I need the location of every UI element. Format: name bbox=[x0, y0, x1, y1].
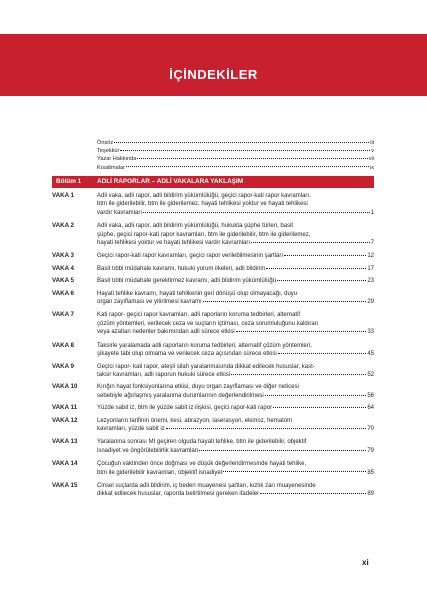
case-description bbox=[97, 342, 374, 359]
case-description bbox=[97, 482, 374, 499]
toc-entry bbox=[97, 155, 374, 163]
case-label: VAKA 1 bbox=[52, 192, 75, 199]
toc-entry-page: iii bbox=[370, 140, 374, 146]
case-description-text: btm ile giderilebilir kavramları, objektif isnadiyet bbox=[97, 469, 223, 476]
case-description bbox=[97, 277, 374, 285]
toc-entry bbox=[97, 147, 374, 155]
case-entry bbox=[52, 192, 374, 217]
case-description-line: Hayati tehlike kavramı, hayati tehlikenin geri dönüşü olup olmayacağı, duyu bbox=[97, 290, 298, 297]
case-description bbox=[97, 417, 374, 434]
case-description-text: kavramları, yüzde sabit iz bbox=[97, 425, 165, 432]
case-description-last-line bbox=[97, 371, 374, 379]
case-label: VAKA 11 bbox=[52, 404, 78, 412]
case-description-text: veya azaltan nedenler bakımından adli sürece etkisi bbox=[97, 329, 235, 336]
case-description-text: Geçici rapor-kati rapor kavramları, geçici rapor verilebilmesinin şartları bbox=[97, 253, 284, 260]
case-description-line: btm ile giderilebilir, btm ile giderilemez, hayati tehlikesi yoktur ve hayati tehlikesi bbox=[97, 201, 308, 208]
case-description bbox=[97, 252, 374, 260]
toc-entry-label: Teşekkür bbox=[97, 148, 120, 155]
case-description-line: Kati rapor- geçici rapor kavramları, adli raporların koruma tedbirleri, alternatif bbox=[97, 312, 301, 319]
dot-leader bbox=[251, 242, 370, 243]
dot-leader bbox=[266, 268, 366, 269]
case-entry bbox=[52, 252, 374, 260]
case-description-text: isnadiyet ve öngörülebilirlik kavramları bbox=[97, 447, 199, 454]
case-description-line: Geçici rapor- kati rapor, ateşli silah yaralanmasında dikkat edilecek hususlar, kast- bbox=[97, 363, 315, 370]
toc-entry-label: Kısaltmalar bbox=[97, 164, 125, 171]
page-title: İÇİNDEKİLER bbox=[169, 67, 258, 82]
case-entry bbox=[52, 460, 374, 477]
case-description-line: Adli vaka, adli rapor, adli bildirim yükümlülüğü, geçici rapor-kati rapor kavramları, bbox=[97, 193, 311, 199]
case-label: VAKA 8 bbox=[52, 341, 75, 349]
dot-leader bbox=[114, 142, 369, 143]
toc-entry-page: v bbox=[371, 148, 374, 155]
case-description-text: Basit tıbbi müdahale gerektirmez kavramı, adli bildirim yükümlülüğü bbox=[97, 278, 277, 285]
case-description-text: sebebiyle ağırlaşmış yaralanma durumlarının değerlendirilmesi bbox=[97, 392, 264, 399]
case-page: 89 bbox=[367, 491, 374, 498]
case-description bbox=[97, 383, 374, 400]
case-description-line: Lezyonların tarifinin önemi, kesi, abrazyon, laserasyon, ekimoz, hematom bbox=[97, 417, 293, 424]
case-page: 79 bbox=[367, 447, 374, 454]
part-heading-bar bbox=[52, 176, 374, 188]
dot-leader bbox=[143, 212, 370, 213]
case-page: 56 bbox=[367, 392, 374, 399]
dot-leader bbox=[284, 255, 366, 256]
case-entry bbox=[52, 404, 374, 412]
case-label: VAKA 3 bbox=[52, 252, 75, 260]
case-page: 45 bbox=[367, 351, 374, 358]
case-description bbox=[97, 192, 374, 217]
case-description-line: şüphe, geçici rapor-kati rapor kavramları, btm ile giderilebilir, btm ile giderilemez, bbox=[97, 231, 311, 238]
case-page: 1 bbox=[370, 209, 374, 216]
dot-leader bbox=[137, 158, 367, 159]
case-label: VAKA 12 bbox=[52, 416, 78, 424]
case-label: VAKA 2 bbox=[52, 222, 75, 230]
dot-leader bbox=[231, 374, 366, 375]
case-entry bbox=[52, 438, 374, 455]
toc-entry bbox=[97, 164, 374, 172]
case-description-line: Kırığın hayat fonksiyonlarına etkisi, duyu organ zayıflaması ve diğer neticesi bbox=[97, 384, 299, 391]
part-title: ADLİ RAPORLAR – ADLİ VAKALARA YAKLAŞIM bbox=[97, 178, 244, 185]
dot-leader bbox=[277, 280, 366, 281]
case-list bbox=[52, 192, 374, 499]
case-entry bbox=[52, 277, 374, 285]
case-description-last-line bbox=[97, 265, 374, 273]
dot-leader bbox=[120, 150, 370, 151]
case-page: 12 bbox=[367, 253, 374, 260]
case-label: VAKA 9 bbox=[52, 362, 75, 370]
dot-leader bbox=[260, 493, 366, 494]
case-description bbox=[97, 222, 374, 247]
case-description bbox=[97, 404, 374, 412]
case-page: 85 bbox=[367, 469, 374, 476]
dot-leader bbox=[278, 353, 367, 354]
toc-entry-label: Önsöz bbox=[97, 140, 114, 146]
case-description-line: Taksirle yaralamada adli raporların koruma tedbirleri, alternatif çözüm yöntemleri, bbox=[97, 342, 312, 349]
case-description-last-line bbox=[97, 328, 374, 336]
case-label: VAKA 10 bbox=[52, 383, 78, 391]
case-entry bbox=[52, 417, 374, 434]
case-entry bbox=[52, 342, 374, 359]
dot-leader bbox=[126, 166, 369, 167]
case-description-text: şikayete tabi olup olmama ve verilecek ceza açısından sürece etkisi bbox=[97, 351, 277, 358]
case-description-last-line bbox=[97, 447, 374, 455]
case-description-last-line bbox=[97, 469, 374, 477]
case-entry bbox=[52, 265, 374, 273]
case-entry bbox=[52, 311, 374, 336]
case-page: 29 bbox=[367, 299, 374, 306]
dot-leader bbox=[223, 471, 366, 472]
case-description bbox=[97, 460, 374, 477]
case-label: VAKA 13 bbox=[52, 438, 78, 446]
case-description-line: Cinsel suçlarda adli bildirim, iç beden muayenesi şartları, kızlık zarı muayenesinde bbox=[97, 482, 316, 489]
header-banner bbox=[0, 34, 427, 96]
case-entry bbox=[52, 482, 374, 499]
case-label: VAKA 4 bbox=[52, 264, 75, 272]
dot-leader bbox=[273, 407, 366, 408]
case-description-last-line bbox=[97, 252, 374, 260]
case-description-last-line bbox=[97, 209, 374, 217]
case-description bbox=[97, 363, 374, 380]
case-description-text: Yüzde sabit iz, btm ile yüzde sabit iz ilişkisi, geçici rapor-kati rapor bbox=[97, 405, 273, 412]
case-entry bbox=[52, 222, 374, 247]
case-entry bbox=[52, 363, 374, 380]
case-description bbox=[97, 265, 374, 273]
dot-leader bbox=[199, 450, 366, 451]
case-description bbox=[97, 438, 374, 455]
case-label: VAKA 7 bbox=[52, 311, 75, 319]
case-description-text: Basit tıbbi müdahale kavramı, hukuki yorum ilkeleri, adli bildirim bbox=[97, 265, 266, 272]
case-description-line: Yaralanma sonrası MI geçiren olguda hayati tehlike, btm ile giderilebilir, objektif bbox=[97, 439, 307, 446]
case-page: 23 bbox=[367, 278, 374, 285]
dot-leader bbox=[265, 395, 367, 396]
case-description-text: vardır kavramları bbox=[97, 209, 143, 216]
toc-entry-label: Yazar Hakkında bbox=[97, 156, 137, 163]
case-description-text: organ zayıflaması ve yitirilmesi kavramı bbox=[97, 299, 202, 306]
dot-leader bbox=[236, 331, 367, 332]
case-label: VAKA 15 bbox=[52, 481, 78, 489]
case-page: 52 bbox=[367, 371, 374, 378]
case-description-text: hayati tehlikesi yoktur ve hayati tehlikesi vardır kavramları bbox=[97, 240, 251, 247]
case-label: VAKA 6 bbox=[52, 289, 75, 297]
toc-entry bbox=[97, 139, 374, 147]
toc-entry-page: ix bbox=[369, 164, 374, 171]
case-description-line: Çocuğun vaktinden önce doğması ve düşük değerlendirmesinde hayati tehlike, bbox=[97, 461, 307, 468]
case-description-last-line bbox=[97, 277, 374, 285]
case-description-text: dikkat edilecek hususlar, raporda belirtilmesi gereken ifadeler bbox=[97, 491, 260, 498]
case-description-last-line bbox=[97, 490, 374, 498]
case-entry bbox=[52, 383, 374, 400]
front-matter-list bbox=[97, 139, 374, 172]
case-description-last-line bbox=[97, 298, 374, 306]
case-entry bbox=[52, 290, 374, 307]
case-description-last-line bbox=[97, 350, 374, 358]
dot-leader bbox=[203, 301, 367, 302]
case-description-line: Adli vaka, adli rapor, adli bildirim yükümlülüğü, hukukta şüphe türleri, basit bbox=[97, 223, 294, 230]
case-label: VAKA 5 bbox=[52, 277, 75, 285]
case-description bbox=[97, 311, 374, 336]
case-description-last-line bbox=[97, 425, 374, 433]
case-description bbox=[97, 290, 374, 307]
part-number: Bölüm 1 bbox=[56, 178, 82, 185]
case-description-text: taksir kavramları, adli raporun hukuki sürece etkisi bbox=[97, 371, 231, 378]
case-description-last-line bbox=[97, 239, 374, 247]
case-description-last-line bbox=[97, 392, 374, 400]
case-page: 70 bbox=[367, 425, 374, 432]
case-description-line: çözüm yöntemleri, verilecek ceza ve suçların içtiması, ceza sorumluluğunu kaldıran bbox=[97, 320, 319, 327]
dot-leader bbox=[166, 428, 367, 429]
case-page: 17 bbox=[367, 265, 374, 272]
case-page: 7 bbox=[370, 240, 374, 247]
case-page: 64 bbox=[367, 405, 374, 412]
toc-entry-page: vii bbox=[368, 156, 374, 163]
case-page: 33 bbox=[367, 329, 374, 336]
case-label: VAKA 14 bbox=[52, 460, 78, 468]
page-number: xi bbox=[362, 558, 369, 567]
case-description-last-line bbox=[97, 404, 374, 412]
